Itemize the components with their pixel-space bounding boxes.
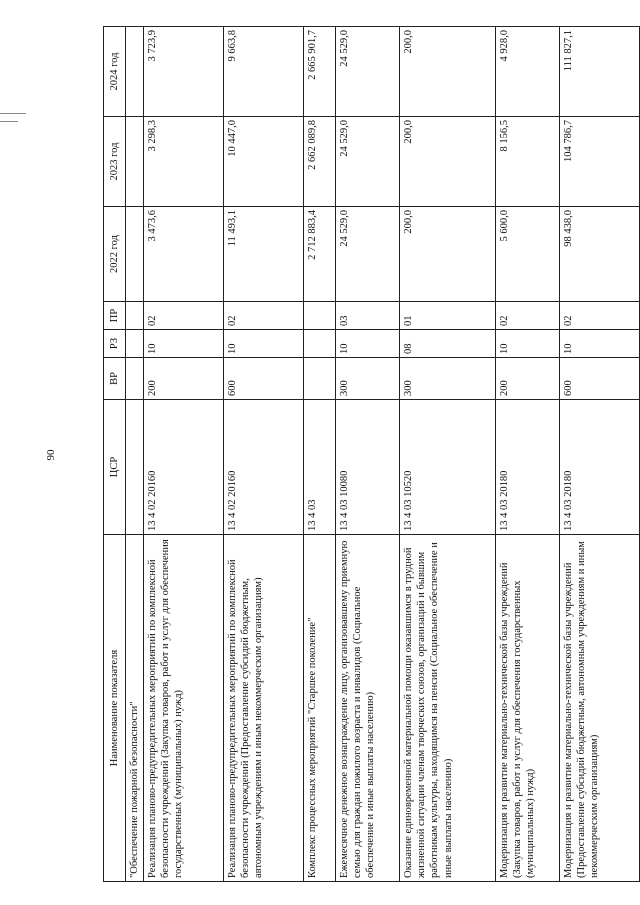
indicator-name: "Обеспечение пожарной безопасности" [126, 535, 144, 882]
amount-2023: 10 447,0 [224, 117, 304, 207]
vr-cell: 300 [336, 358, 400, 400]
amount-2022: 200,0 [400, 207, 496, 302]
column-header: 2022 год [104, 207, 126, 302]
indicator-name: Оказание единовременной материальной помощи оказавшимся в трудной жизненной ситуации членам творческих союзов, организаций и бывшим работникам культуры, находящимся на пенсии (Социальное обеспечение и иные выплаты населению) [400, 535, 496, 882]
amount-2022: 5 600,0 [496, 207, 560, 302]
amount-2023 [126, 117, 144, 207]
amount-2022: 11 493,1 [224, 207, 304, 302]
table-row [336, 27, 400, 882]
table-row [126, 27, 144, 882]
table-row [560, 27, 640, 882]
rz-cell: 10 [496, 330, 560, 358]
amount-2023: 3 298,3 [144, 117, 224, 207]
pr-cell: 03 [336, 302, 400, 330]
column-header: 2023 год [104, 117, 126, 207]
pr-cell: 02 [224, 302, 304, 330]
amount-2023: 200,0 [400, 117, 496, 207]
rz-cell: 10 [144, 330, 224, 358]
rz-cell: 10 [224, 330, 304, 358]
pr-cell [126, 302, 144, 330]
vr-cell: 300 [400, 358, 496, 400]
indicator-name: Комплекс процессных мероприятий "Старшее поколение" [304, 535, 336, 882]
csr-cell: 13 4 02 20160 [224, 400, 304, 535]
indicator-name: Реализация планово-предупредительных мероприятий по комплексной безопасности учреждений (Предоставление субсидий бюджетным, автономным учреждениям и иным некоммерческим организациям) [224, 535, 304, 882]
vr-cell [304, 358, 336, 400]
table-row [496, 27, 560, 882]
indicator-name: Реализация планово-предупредительных мероприятий по комплексной безопасности учреждений (Закупка товаров, работ и услуг для обеспечения государственных (муниципальных) нужд) [144, 535, 224, 882]
amount-2022: 2 712 883,4 [304, 207, 336, 302]
indicator-name: Ежемесячное денежное вознаграждение лицу, организовавшему приемную семью для граждан пожилого возраста и инвалидов (Социальное обеспечение и иные выплаты населению) [336, 535, 400, 882]
amount-2022: 24 529,0 [336, 207, 400, 302]
csr-cell [126, 400, 144, 535]
amount-2024: 9 663,8 [224, 27, 304, 117]
amount-2024: 2 665 901,7 [304, 27, 336, 117]
column-header: ПР [104, 302, 126, 330]
csr-cell: 13 4 02 20160 [144, 400, 224, 535]
table-row [400, 27, 496, 882]
table-row [144, 27, 224, 882]
csr-cell: 13 4 03 10080 [336, 400, 400, 535]
budget-table [103, 26, 640, 882]
rz-cell [126, 330, 144, 358]
table-header-row [104, 27, 126, 882]
page-number: 90 [45, 449, 57, 461]
vr-cell [126, 358, 144, 400]
indicator-name: Модернизация и развитие материально-технической базы учреждений (Предоставление субсидий бюджетным, автономным учреждениям и иным некоммерческим организациям) [560, 535, 640, 882]
csr-cell: 13 4 03 10520 [400, 400, 496, 535]
pr-cell: 02 [560, 302, 640, 330]
amount-2024 [126, 27, 144, 117]
vr-cell: 200 [144, 358, 224, 400]
csr-cell: 13 4 03 20180 [496, 400, 560, 535]
margin-mark [0, 113, 26, 114]
amount-2023: 24 529,0 [336, 117, 400, 207]
amount-2022 [126, 207, 144, 302]
vr-cell: 600 [560, 358, 640, 400]
amount-2024: 200,0 [400, 27, 496, 117]
margin-mark [0, 121, 18, 122]
amount-2024: 111 827,1 [560, 27, 640, 117]
column-header: ЦСР [104, 400, 126, 535]
column-header: Наименование показателя [104, 535, 126, 882]
vr-cell: 600 [224, 358, 304, 400]
amount-2022: 98 438,0 [560, 207, 640, 302]
rz-cell: 10 [560, 330, 640, 358]
table-row [224, 27, 304, 882]
amount-2023: 104 786,7 [560, 117, 640, 207]
amount-2024: 24 529,0 [336, 27, 400, 117]
csr-cell: 13 4 03 20180 [560, 400, 640, 535]
table-row [304, 27, 336, 882]
budget-table-rotated [103, 27, 601, 882]
indicator-name: Модернизация и развитие материально-технической базы учреждений (Закупка товаров, работ и услуг для обеспечения государственных (муниципальных) нужд) [496, 535, 560, 882]
column-header: ВР [104, 358, 126, 400]
csr-cell: 13 4 03 [304, 400, 336, 535]
pr-cell: 01 [400, 302, 496, 330]
amount-2023: 2 662 089,8 [304, 117, 336, 207]
rz-cell: 08 [400, 330, 496, 358]
pr-cell: 02 [496, 302, 560, 330]
vr-cell: 200 [496, 358, 560, 400]
pr-cell: 02 [144, 302, 224, 330]
amount-2024: 3 723,9 [144, 27, 224, 117]
rz-cell: 10 [336, 330, 400, 358]
pr-cell [304, 302, 336, 330]
column-header: 2024 год [104, 27, 126, 117]
rz-cell [304, 330, 336, 358]
amount-2024: 4 928,0 [496, 27, 560, 117]
column-header: РЗ [104, 330, 126, 358]
amount-2022: 3 473,6 [144, 207, 224, 302]
amount-2023: 8 156,5 [496, 117, 560, 207]
